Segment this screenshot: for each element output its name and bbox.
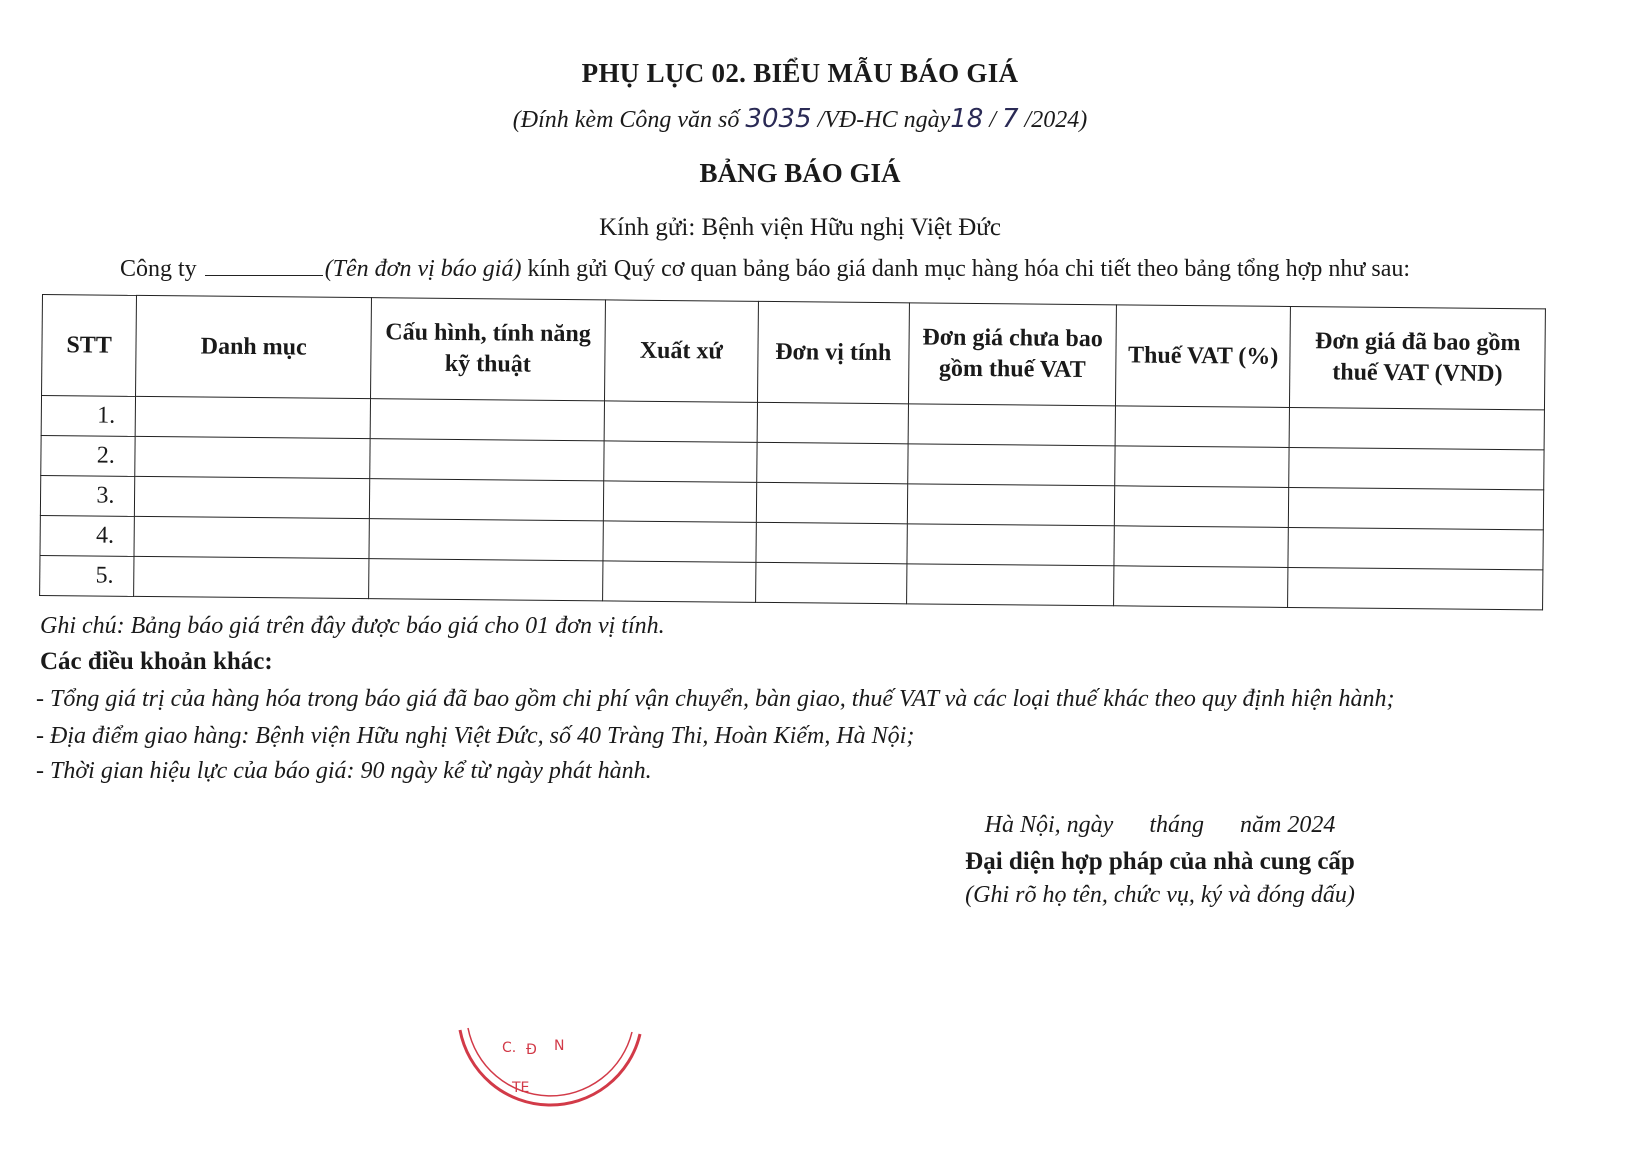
header-category: Danh mục — [136, 295, 372, 398]
recipient-line: Kính gửi: Bệnh viện Hữu nghị Việt Đức — [599, 214, 1001, 241]
term-item: - Địa điểm giao hàng: Bệnh viện Hữu nghị Việt Đức, số 40 Tràng Thi, Hoàn Kiếm, Hà Nội; — [36, 723, 915, 749]
signature-instruction: (Ghi rõ họ tên, chức vụ, ký và đóng dấu) — [965, 882, 1355, 908]
cell-price-inc-vat[interactable] — [1288, 567, 1543, 609]
svg-text:Đ: Đ — [526, 1042, 537, 1058]
term-item: - Thời gian hiệu lực của báo giá: 90 ngày kể từ ngày phát hành. — [36, 758, 652, 784]
terms-heading: Các điều khoản khác: — [40, 648, 273, 675]
cell-origin[interactable] — [603, 521, 756, 562]
cell-vat[interactable] — [1115, 406, 1289, 448]
header-vat: Thuế VAT (%) — [1116, 305, 1291, 408]
header-price-ex-vat: Đơn giá chưa bao gồm thuế VAT — [908, 303, 1116, 406]
cell-price-ex-vat[interactable] — [908, 404, 1116, 446]
cell-category[interactable] — [134, 516, 369, 558]
table-header-row — [42, 295, 1546, 410]
document-subtitle — [0, 104, 1600, 134]
row-number: 1. — [41, 396, 136, 437]
cell-vat[interactable] — [1115, 446, 1289, 488]
cell-origin[interactable] — [604, 401, 757, 442]
cell-price-inc-vat[interactable] — [1289, 407, 1544, 449]
intro-rest: kính gửi Quý cơ quan bảng báo giá danh mục hàng hóa chi tiết theo bảng tổng hợp như sau: — [527, 256, 1411, 282]
handwritten-month: 7 — [1002, 104, 1019, 134]
cell-category[interactable] — [134, 556, 369, 598]
svg-text:TE: TE — [512, 1080, 530, 1096]
cell-price-inc-vat[interactable] — [1289, 447, 1544, 489]
signature-place-date: Hà Nội, ngày tháng năm 2024 — [984, 812, 1336, 838]
cell-specs[interactable] — [369, 479, 603, 521]
handwritten-doc-number: 3035 — [745, 104, 812, 134]
row-number: 5. — [40, 555, 135, 596]
cell-vat[interactable] — [1114, 566, 1288, 608]
header-price-inc-vat: Đơn giá đã bao gồm thuế VAT (VND) — [1290, 306, 1546, 409]
cell-unit[interactable] — [756, 482, 907, 523]
company-hint: (Tên đơn vị báo giá) — [324, 256, 522, 282]
cell-price-ex-vat[interactable] — [906, 564, 1114, 606]
red-seal-stamp-icon — [450, 1010, 650, 1130]
cell-unit[interactable] — [757, 402, 908, 443]
header-unit: Đơn vị tính — [757, 301, 909, 403]
row-number: 2. — [41, 435, 136, 476]
company-label: Công ty — [120, 256, 197, 282]
cell-price-ex-vat[interactable] — [907, 484, 1115, 526]
cell-unit[interactable] — [757, 442, 908, 483]
handwritten-day: 18 — [950, 104, 984, 134]
cell-vat[interactable] — [1114, 526, 1288, 568]
quote-table — [39, 294, 1546, 610]
cell-vat[interactable] — [1115, 486, 1289, 528]
cell-origin[interactable] — [602, 561, 755, 602]
cell-price-inc-vat[interactable] — [1289, 487, 1544, 529]
date-separator: / — [989, 107, 996, 133]
cell-price-ex-vat[interactable] — [907, 444, 1115, 486]
row-number: 4. — [40, 515, 135, 556]
subtitle-mid: /VĐ-HC ngày — [817, 107, 951, 133]
quote-table-heading: BẢNG BÁO GIÁ — [699, 158, 901, 188]
document-title: PHỤ LỤC 02. BIỂU MẪU BÁO GIÁ — [581, 58, 1019, 88]
intro-paragraph — [120, 255, 1410, 283]
signature-role: Đại diện hợp pháp của nhà cung cấp — [965, 848, 1355, 875]
header-stt: STT — [42, 295, 137, 397]
cell-specs[interactable] — [369, 519, 603, 561]
cell-specs[interactable] — [370, 399, 604, 441]
table-note: Ghi chú: Bảng báo giá trên đây được báo giá cho 01 đơn vị tính. — [40, 613, 665, 639]
header-specs: Cấu hình, tính năng kỹ thuật — [371, 298, 606, 401]
cell-unit[interactable] — [756, 522, 907, 563]
cell-category[interactable] — [135, 436, 370, 478]
company-name-blank — [205, 255, 323, 276]
svg-text:C.: C. — [502, 1040, 517, 1056]
cell-price-ex-vat[interactable] — [907, 524, 1115, 566]
subtitle-prefix: (Đính kèm Công văn số — [512, 107, 740, 133]
header-origin: Xuất xứ — [604, 300, 758, 402]
cell-category[interactable] — [135, 476, 370, 518]
svg-text:N: N — [554, 1038, 565, 1054]
cell-specs[interactable] — [370, 439, 604, 481]
cell-origin[interactable] — [604, 441, 757, 482]
cell-unit[interactable] — [755, 562, 906, 603]
cell-category[interactable] — [135, 396, 370, 438]
row-number: 3. — [40, 475, 135, 516]
cell-origin[interactable] — [603, 481, 756, 522]
cell-specs[interactable] — [369, 559, 603, 601]
subtitle-suffix: /2024) — [1024, 107, 1088, 133]
term-item: - Tổng giá trị của hàng hóa trong báo giá đã bao gồm chi phí vận chuyển, bàn giao, thuế VAT và các loại thuế khác theo quy định hiện hành; — [36, 686, 1395, 712]
cell-price-inc-vat[interactable] — [1288, 527, 1543, 569]
